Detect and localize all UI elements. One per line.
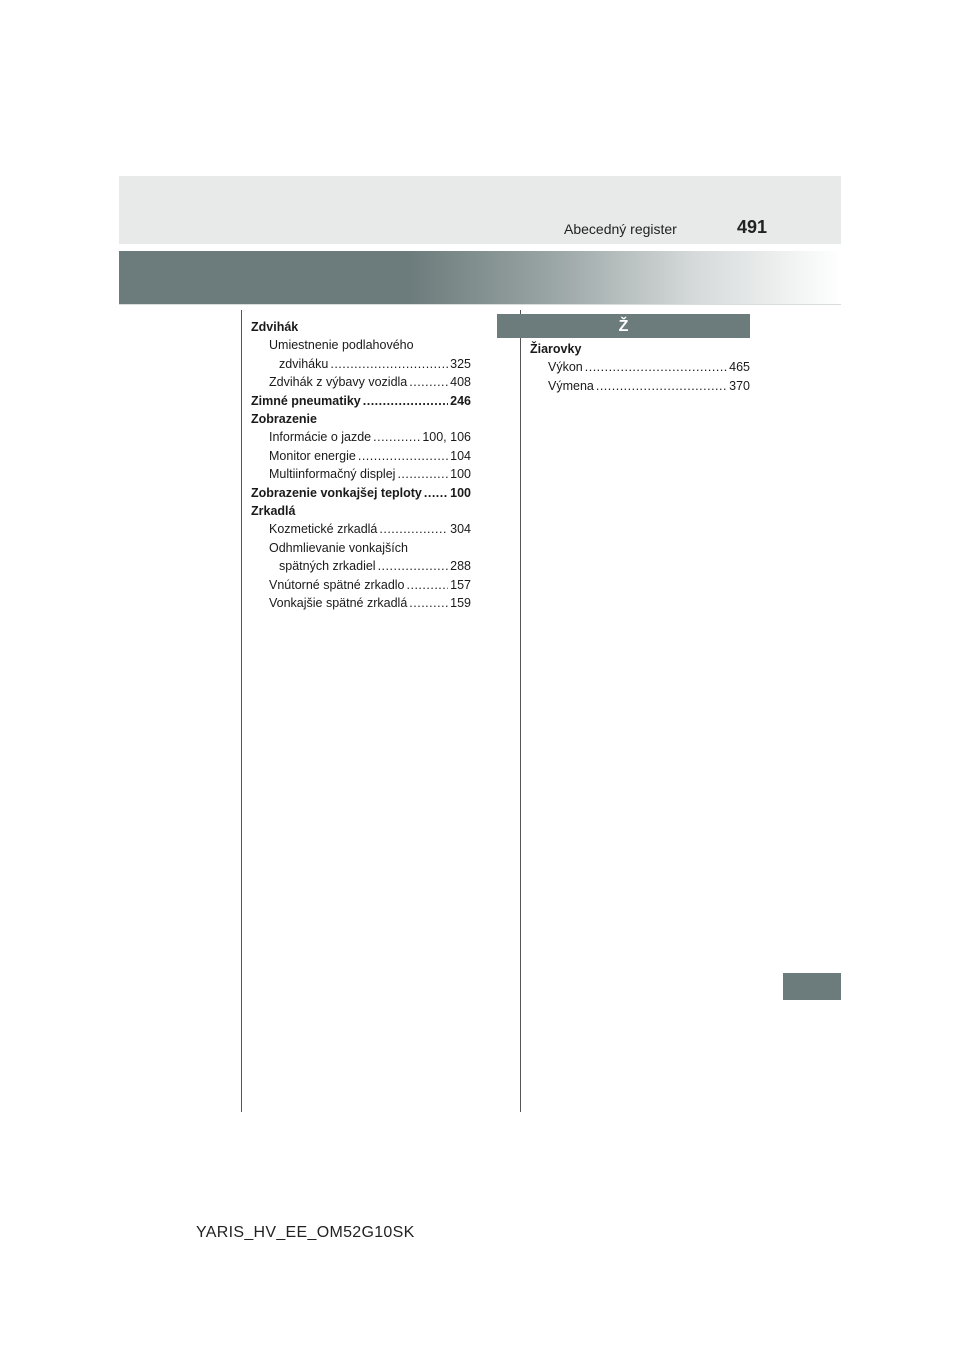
index-entry-text: Zdvihák [251, 320, 299, 334]
index-entry [251, 484, 471, 502]
index-entry-page: 325 [450, 356, 471, 371]
index-entry-text: Zobrazenie vonkajšej teploty [251, 485, 422, 500]
index-entry-page: 100, 106 [422, 430, 471, 445]
index-side-tab [783, 973, 841, 1000]
leader-dots [379, 520, 448, 538]
leader-dots [330, 355, 448, 373]
index-entry-page: 246 [450, 393, 471, 408]
index-entry [251, 392, 471, 410]
index-entry [251, 428, 471, 446]
index-entry [251, 355, 471, 373]
index-column-left [251, 318, 471, 613]
index-entry-text: Vonkajšie spätné zrkadlá [269, 596, 408, 611]
index-entry [251, 465, 471, 483]
section-title: Abecedný register [564, 221, 677, 237]
index-entry [251, 557, 471, 575]
left-column-rule [241, 310, 242, 1112]
index-entry-text: Kozmetické zrkadlá [269, 522, 378, 537]
index-entry [251, 336, 471, 354]
header-band [119, 176, 841, 244]
index-entry-text: Multiinformačný displej [269, 467, 396, 482]
leader-dots [424, 484, 448, 502]
index-entry-text: Informácie o jazde [269, 430, 372, 445]
index-entry [251, 539, 471, 557]
index-entry-text: Vnútorné spätné zrkadlo [269, 577, 405, 592]
index-entry [251, 520, 471, 538]
index-entry-text: Zdvihák z výbavy vozidla [269, 375, 408, 390]
header-gradient-bar [119, 251, 841, 304]
doc-code: YARIS_HV_EE_OM52G10SK [196, 1224, 415, 1241]
index-entry [251, 576, 471, 594]
index-entry [530, 358, 750, 376]
index-entry-text: Zimné pneumatiky [251, 393, 361, 408]
index-entry-text: zdviháku [279, 356, 329, 371]
index-entry-text: Výmena [548, 378, 594, 393]
index-entry-page: 159 [450, 596, 471, 611]
index-entry-page: 465 [729, 360, 750, 375]
index-entry-page: 157 [450, 577, 471, 592]
index-entry [251, 318, 471, 336]
leader-dots [409, 373, 448, 391]
index-entry [251, 447, 471, 465]
index-entry-text: Výkon [548, 360, 583, 375]
leader-dots [373, 428, 420, 446]
leader-dots [397, 465, 448, 483]
page-number: 491 [737, 217, 768, 237]
index-column-right [530, 340, 750, 395]
index-entry-page: 100 [450, 467, 471, 482]
leader-dots [409, 594, 448, 612]
index-entry [251, 594, 471, 612]
index-entry-page: 104 [450, 448, 471, 463]
leader-dots [378, 557, 449, 575]
index-entry [530, 377, 750, 395]
index-entry [530, 340, 750, 358]
index-entry-page: 288 [450, 559, 471, 574]
leader-dots [585, 358, 727, 376]
index-entry [251, 502, 471, 520]
index-entry-text: Žiarovky [530, 342, 582, 356]
leader-dots [358, 447, 448, 465]
index-entry-text: Zrkadlá [251, 504, 296, 519]
index-entry-page: 100 [450, 485, 471, 500]
index-entry-text: Odhmlievanie vonkajších [269, 540, 408, 555]
index-entry-page: 370 [729, 378, 750, 393]
index-entry-page: 304 [450, 522, 471, 537]
index-entry-text: Monitor energie [269, 448, 356, 463]
right-column-rule [520, 310, 521, 1112]
index-entry-text: spätných zrkadiel [279, 559, 376, 574]
leader-dots [407, 576, 449, 594]
leader-dots [596, 377, 727, 395]
letter-heading: Ž [497, 314, 750, 338]
index-entry [251, 373, 471, 391]
leader-dots [363, 392, 448, 410]
index-entry-text: Umiestnenie podlahového [269, 338, 414, 353]
header-divider [119, 304, 841, 305]
index-entry-page: 408 [450, 375, 471, 390]
index-entry-text: Zobrazenie [251, 412, 317, 427]
index-entry [251, 410, 471, 428]
